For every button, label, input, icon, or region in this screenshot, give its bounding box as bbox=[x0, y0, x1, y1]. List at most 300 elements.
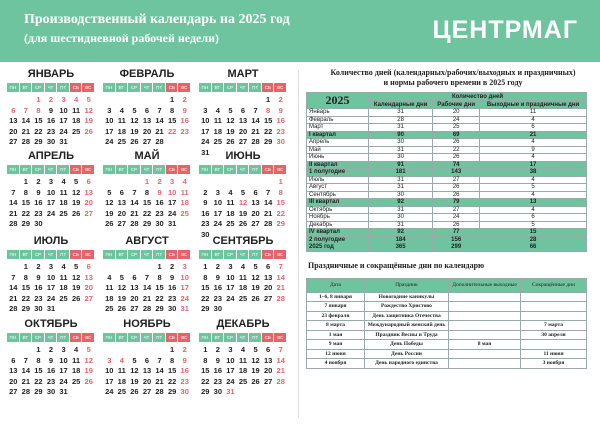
day-cell: 16 bbox=[155, 198, 164, 207]
day-cell: 24 bbox=[46, 208, 56, 218]
table-cell: 1 мая bbox=[307, 330, 365, 340]
day-cell: 17 bbox=[105, 126, 114, 136]
day-cell: 17 bbox=[180, 283, 189, 292]
weekday-header bbox=[199, 250, 287, 259]
table-cell: 156 bbox=[433, 236, 480, 244]
empty-day bbox=[153, 345, 166, 355]
day-cell: 29 bbox=[201, 304, 210, 313]
table-cell: 4 ноября bbox=[307, 359, 365, 369]
day-cell: 15 bbox=[21, 198, 31, 207]
day-cell: 9 bbox=[278, 105, 283, 115]
day-cell: 22 bbox=[34, 126, 43, 136]
day-cell: 15 bbox=[21, 283, 31, 292]
day-cell: 14 bbox=[155, 116, 164, 125]
table-row bbox=[307, 206, 587, 214]
weekday-label: ЧТ bbox=[45, 250, 58, 259]
day-cell: 1 bbox=[23, 262, 28, 271]
day-cell: 3 bbox=[48, 262, 54, 271]
day-cell: 27 bbox=[130, 304, 139, 313]
day-cell: 25 bbox=[59, 208, 68, 218]
table-cell: 20 bbox=[433, 109, 480, 117]
day-cell: 4 bbox=[74, 345, 79, 354]
day-cell: 29 bbox=[155, 304, 164, 313]
day-cell: 6 bbox=[132, 272, 137, 282]
weekday-label: ВС bbox=[178, 165, 191, 174]
day-cell: 7 bbox=[157, 355, 162, 365]
day-cell: 27 bbox=[84, 208, 93, 218]
month-3 bbox=[199, 68, 287, 157]
day-cell: 12 bbox=[117, 283, 127, 292]
day-cell: 1 bbox=[170, 345, 175, 354]
table-row bbox=[307, 131, 587, 139]
day-cell: 27 bbox=[142, 387, 152, 396]
table-cell: 69 bbox=[433, 131, 480, 139]
weekday-header bbox=[103, 83, 191, 92]
day-cell: 5 bbox=[253, 262, 258, 271]
weekday-label: ЧТ bbox=[45, 333, 58, 342]
day-cell: 5 bbox=[74, 177, 79, 186]
table-row bbox=[307, 184, 587, 192]
table-row bbox=[307, 229, 587, 237]
table-cell: 31 bbox=[369, 206, 433, 214]
weekday-label: ПТ bbox=[249, 333, 262, 342]
stats-table bbox=[306, 92, 587, 252]
weekday-label: ЧТ bbox=[45, 165, 58, 174]
weekday-header bbox=[103, 333, 191, 342]
day-cell: 7 bbox=[132, 187, 137, 197]
weekday-label: ЧТ bbox=[237, 83, 250, 92]
day-cell: 1 bbox=[170, 95, 175, 104]
table-row bbox=[307, 154, 587, 162]
day-cell: 29 bbox=[34, 387, 43, 396]
day-cell: 29 bbox=[167, 387, 177, 396]
day-cell: 25 bbox=[238, 293, 248, 303]
day-cell: 15 bbox=[167, 116, 177, 125]
day-cell: 18 bbox=[71, 116, 81, 125]
weekday-label: ПН bbox=[103, 83, 116, 92]
col-weekend-days: Выходные и праздничные дни bbox=[480, 101, 587, 109]
empty-day bbox=[224, 177, 237, 187]
table-cell: 30 bbox=[369, 214, 433, 222]
day-cell: 7 bbox=[278, 262, 283, 271]
table-cell: 25 bbox=[433, 124, 480, 132]
table-cell: 9 мая bbox=[307, 340, 365, 350]
table-cell: 24 bbox=[433, 116, 480, 124]
month-name: ДЕКАБРЬ bbox=[216, 318, 270, 330]
day-cell: 16 bbox=[276, 116, 285, 125]
day-cell: 28 bbox=[155, 137, 164, 146]
day-cell: 23 bbox=[34, 208, 43, 218]
weekday-label: ПН bbox=[199, 83, 212, 92]
table-row bbox=[307, 292, 587, 302]
table-cell: 66 bbox=[480, 244, 587, 252]
weekday-label: ВС bbox=[178, 333, 191, 342]
day-cell: 9 bbox=[182, 355, 187, 365]
day-cell: 18 bbox=[117, 376, 127, 386]
empty-day bbox=[128, 345, 141, 355]
day-cell: 28 bbox=[276, 376, 285, 386]
table-cell: IV квартал bbox=[307, 229, 369, 237]
day-cell: 21 bbox=[9, 293, 18, 303]
day-cell: 11 bbox=[117, 366, 126, 375]
day-cell: 13 bbox=[117, 198, 127, 207]
day-cell: 15 bbox=[201, 283, 210, 292]
day-cell: 6 bbox=[144, 105, 150, 115]
table-cell: 24 bbox=[433, 214, 480, 222]
empty-day bbox=[212, 95, 225, 105]
day-cell: 1 bbox=[157, 262, 162, 271]
weekday-header bbox=[103, 165, 191, 174]
weekday-label: ВС bbox=[82, 333, 95, 342]
table-row bbox=[307, 199, 587, 207]
table-cell: 4 bbox=[480, 116, 587, 124]
day-cell: 10 bbox=[59, 105, 68, 115]
day-cell: 16 bbox=[46, 116, 56, 125]
day-cell: 18 bbox=[59, 198, 68, 207]
empty-day bbox=[237, 95, 250, 105]
weekday-label: ЧТ bbox=[237, 250, 250, 259]
day-cell: 26 bbox=[130, 137, 139, 146]
table-cell: 30 bbox=[369, 154, 433, 162]
weekday-label: СБ bbox=[166, 83, 179, 92]
weekday-label: СБ bbox=[262, 165, 275, 174]
empty-day bbox=[237, 177, 250, 187]
day-cell: 30 bbox=[180, 387, 189, 396]
day-cell: 16 bbox=[213, 283, 223, 292]
table-row bbox=[307, 349, 587, 359]
table-cell: 365 bbox=[369, 244, 433, 252]
weekday-label: ВТ bbox=[20, 83, 33, 92]
day-cell: 7 bbox=[11, 187, 16, 197]
day-grid bbox=[7, 262, 95, 314]
month-2 bbox=[103, 68, 191, 147]
day-cell: 8 bbox=[23, 272, 28, 282]
day-cell: 21 bbox=[142, 293, 152, 303]
day-cell: 24 bbox=[59, 376, 68, 386]
day-cell: 6 bbox=[11, 355, 16, 365]
empty-day bbox=[116, 345, 129, 355]
day-grid bbox=[103, 262, 191, 314]
day-cell: 14 bbox=[155, 366, 164, 375]
day-cell: 18 bbox=[213, 126, 223, 136]
day-cell: 31 bbox=[167, 219, 177, 228]
empty-day bbox=[224, 95, 237, 105]
table-row bbox=[307, 109, 587, 117]
day-cell: 28 bbox=[142, 304, 152, 313]
day-cell: 2 bbox=[48, 345, 54, 354]
day-cell: 3 bbox=[107, 105, 112, 115]
day-cell: 4 bbox=[119, 105, 124, 115]
table-row bbox=[307, 321, 587, 331]
day-cell: 11 bbox=[72, 355, 81, 365]
day-cell: 3 bbox=[215, 187, 220, 197]
day-cell: 7 bbox=[266, 187, 271, 197]
weekday-label: СР bbox=[128, 83, 141, 92]
month-name: ОКТЯБРЬ bbox=[24, 318, 78, 330]
day-cell: 10 bbox=[46, 187, 56, 197]
day-cell: 18 bbox=[238, 283, 248, 292]
day-cell: 31 bbox=[59, 137, 68, 146]
weekday-label: ПН bbox=[103, 165, 116, 174]
page-title: Производственный календарь на 2025 год bbox=[24, 12, 290, 27]
day-cell: 25 bbox=[213, 137, 223, 146]
table-cell: 299 bbox=[433, 244, 480, 252]
day-cell: 17 bbox=[201, 126, 210, 136]
day-cell: 26 bbox=[238, 219, 248, 228]
day-cell: 18 bbox=[117, 126, 127, 136]
day-cell: 10 bbox=[180, 272, 189, 282]
day-cell: 20 bbox=[130, 293, 139, 303]
day-cell: 20 bbox=[142, 126, 152, 136]
day-cell: 3 bbox=[170, 177, 175, 186]
day-cell: 14 bbox=[251, 116, 260, 125]
weekday-label: СР bbox=[128, 165, 141, 174]
weekday-label: ПТ bbox=[249, 165, 262, 174]
month-name: ИЮНЬ bbox=[225, 150, 261, 162]
weekday-label: ПН bbox=[199, 250, 212, 259]
day-grid bbox=[7, 95, 95, 147]
table-cell: 7 января bbox=[307, 302, 365, 312]
empty-day bbox=[128, 262, 141, 272]
empty-day bbox=[153, 95, 166, 105]
stats-panel bbox=[306, 62, 600, 424]
table-cell: 74 bbox=[433, 161, 480, 169]
day-cell: 31 bbox=[180, 304, 189, 313]
day-cell: 19 bbox=[251, 366, 260, 375]
day-cell: 11 bbox=[226, 198, 235, 207]
day-grid bbox=[7, 177, 95, 229]
day-cell: 26 bbox=[71, 208, 81, 218]
weekday-label: СР bbox=[128, 250, 141, 259]
day-cell: 9 bbox=[48, 355, 54, 365]
empty-day bbox=[116, 95, 129, 105]
day-cell: 17 bbox=[167, 198, 177, 207]
weekday-label: СБ bbox=[166, 250, 179, 259]
day-cell: 7 bbox=[157, 105, 162, 115]
table-row bbox=[307, 236, 587, 244]
day-cell: 5 bbox=[119, 272, 124, 282]
table-cell: 181 bbox=[369, 169, 433, 177]
table-cell bbox=[449, 321, 521, 331]
day-cell: 17 bbox=[213, 208, 223, 218]
weekday-label: ПН bbox=[7, 83, 20, 92]
weekday-label: ВС bbox=[82, 250, 95, 259]
day-cell: 6 bbox=[266, 262, 271, 271]
day-cell: 19 bbox=[71, 198, 81, 207]
table-cell: 92 bbox=[369, 229, 433, 237]
day-cell: 2 bbox=[36, 262, 41, 271]
day-cell: 23 bbox=[34, 293, 43, 303]
day-cell: 8 bbox=[170, 105, 175, 115]
weekday-header bbox=[199, 83, 287, 92]
day-cell: 18 bbox=[105, 293, 114, 303]
weekday-label: ВТ bbox=[116, 333, 129, 342]
column-divider bbox=[298, 70, 299, 418]
day-cell: 22 bbox=[21, 208, 31, 218]
weekday-label: ЧТ bbox=[237, 165, 250, 174]
day-cell: 7 bbox=[278, 345, 283, 354]
table-cell: 6 bbox=[480, 124, 587, 132]
day-cell: 11 bbox=[239, 355, 247, 365]
day-cell: 5 bbox=[86, 95, 91, 104]
month-name: ЯНВАРЬ bbox=[27, 68, 75, 80]
weekday-label: ПН bbox=[103, 333, 116, 342]
day-cell: 3 bbox=[182, 262, 187, 271]
table-cell: Февраль bbox=[307, 116, 369, 124]
table-row bbox=[307, 191, 587, 199]
day-cell: 22 bbox=[34, 376, 43, 386]
day-cell: 5 bbox=[253, 345, 258, 354]
table-cell: Рождество Христово bbox=[365, 302, 449, 312]
day-cell: 30 bbox=[201, 229, 210, 239]
weekday-label: ПН bbox=[199, 333, 212, 342]
day-cell: 30 bbox=[276, 137, 285, 146]
day-cell: 2 bbox=[48, 95, 54, 104]
day-cell: 30 bbox=[155, 219, 164, 228]
day-cell: 24 bbox=[105, 387, 114, 396]
day-cell: 10 bbox=[105, 116, 114, 125]
table-cell: 26 bbox=[433, 191, 480, 199]
day-cell: 20 bbox=[84, 283, 93, 292]
day-cell: 26 bbox=[84, 126, 93, 136]
weekday-label: ЧТ bbox=[45, 83, 58, 92]
day-cell: 24 bbox=[213, 219, 223, 228]
day-cell: 4 bbox=[74, 95, 79, 104]
table-cell: 31 bbox=[369, 124, 433, 132]
day-cell: 2 bbox=[215, 262, 220, 271]
month-name: СЕНТЯБРЬ bbox=[212, 235, 274, 247]
table-cell bbox=[521, 340, 587, 350]
day-cell: 19 bbox=[251, 283, 260, 292]
day-cell: 14 bbox=[9, 283, 18, 292]
day-cell: 10 bbox=[226, 355, 235, 365]
day-cell: 24 bbox=[59, 126, 68, 136]
table-cell: 21 bbox=[480, 131, 587, 139]
weekday-label: ПТ bbox=[153, 333, 166, 342]
table-cell bbox=[449, 302, 521, 312]
day-cell: 23 bbox=[155, 208, 164, 218]
brand-logo: ЦЕНТРМАГ bbox=[432, 16, 578, 44]
month-name: МАЙ bbox=[134, 150, 160, 162]
day-cell: 4 bbox=[240, 345, 246, 354]
table-cell: 11 июня bbox=[521, 349, 587, 359]
day-cell: 27 bbox=[9, 137, 18, 146]
month-name: АВГУСТ bbox=[125, 235, 169, 247]
day-cell: 18 bbox=[59, 283, 68, 292]
day-cell: 10 bbox=[167, 187, 177, 197]
weekday-label: ВТ bbox=[20, 165, 33, 174]
day-cell: 13 bbox=[84, 187, 93, 197]
day-cell: 16 bbox=[34, 283, 43, 292]
day-cell: 24 bbox=[226, 376, 235, 386]
weekday-header bbox=[7, 165, 95, 174]
table-cell bbox=[449, 359, 521, 369]
table-cell: III квартал bbox=[307, 199, 369, 207]
empty-day bbox=[199, 177, 212, 187]
day-cell: 25 bbox=[71, 126, 81, 136]
day-cell: 3 bbox=[61, 95, 66, 104]
day-cell: 13 bbox=[84, 272, 93, 282]
day-cell: 21 bbox=[21, 126, 31, 136]
day-cell: 19 bbox=[84, 116, 93, 125]
table-cell: 4 bbox=[480, 139, 587, 147]
day-cell: 17 bbox=[46, 198, 56, 207]
day-cell: 1 bbox=[203, 262, 208, 271]
day-cell: 5 bbox=[132, 105, 137, 115]
empty-day bbox=[141, 345, 154, 355]
weekday-label: ЧТ bbox=[141, 250, 154, 259]
day-cell: 28 bbox=[130, 219, 139, 228]
col-calendar-days: Календарные дни bbox=[369, 101, 433, 109]
day-cell: 6 bbox=[144, 355, 150, 365]
table-row bbox=[307, 116, 587, 124]
table-cell: 30 bbox=[369, 191, 433, 199]
day-cell: 16 bbox=[180, 366, 189, 375]
weekday-label: ВТ bbox=[212, 250, 225, 259]
day-cell: 9 bbox=[182, 105, 187, 115]
empty-day bbox=[212, 177, 225, 187]
table-cell: 1 полугодие bbox=[307, 169, 369, 177]
day-cell: 22 bbox=[155, 293, 164, 303]
table-row bbox=[307, 221, 587, 229]
day-cell: 1 bbox=[266, 95, 271, 104]
day-cell: 21 bbox=[130, 208, 139, 218]
day-cell: 4 bbox=[215, 105, 220, 115]
table-cell: Октябрь bbox=[307, 206, 369, 214]
day-cell: 12 bbox=[238, 198, 248, 207]
table-cell bbox=[449, 311, 521, 321]
day-cell: 22 bbox=[201, 293, 210, 303]
table-cell: 26 bbox=[433, 139, 480, 147]
weekday-label: СР bbox=[224, 165, 237, 174]
day-cell: 21 bbox=[276, 283, 285, 292]
table-cell: 17 bbox=[480, 161, 587, 169]
day-cell: 5 bbox=[107, 187, 112, 197]
month-7 bbox=[7, 235, 95, 314]
day-cell: 9 bbox=[215, 272, 220, 282]
day-cell: 9 bbox=[215, 355, 220, 365]
table-cell: 31 bbox=[369, 176, 433, 184]
day-cell: 21 bbox=[251, 126, 260, 136]
day-cell: 25 bbox=[71, 376, 81, 386]
day-cell: 19 bbox=[105, 208, 114, 218]
day-cell: 27 bbox=[84, 293, 93, 303]
day-cell: 25 bbox=[238, 376, 248, 386]
table-row bbox=[307, 311, 587, 321]
day-cell: 27 bbox=[238, 137, 248, 146]
day-cell: 23 bbox=[180, 126, 189, 136]
table-cell: 91 bbox=[369, 161, 433, 169]
table-cell: Праздник Весны и Труда bbox=[365, 330, 449, 340]
day-cell: 9 bbox=[203, 198, 208, 207]
day-cell: 29 bbox=[21, 304, 31, 313]
day-cell: 20 bbox=[238, 126, 248, 136]
day-cell: 17 bbox=[105, 376, 114, 386]
day-cell: 3 bbox=[61, 345, 66, 354]
table-cell: 28 bbox=[369, 116, 433, 124]
day-cell: 25 bbox=[226, 219, 235, 228]
day-cell: 8 bbox=[266, 105, 271, 115]
day-cell: 21 bbox=[155, 126, 164, 136]
day-cell: 2 bbox=[215, 345, 220, 354]
empty-day bbox=[141, 262, 154, 272]
table-cell: 30 апреля bbox=[521, 330, 587, 340]
day-cell: 1 bbox=[36, 345, 41, 354]
day-cell: 9 bbox=[36, 187, 41, 197]
month-name: АПРЕЛЬ bbox=[27, 150, 74, 162]
day-cell: 29 bbox=[34, 137, 43, 146]
day-cell: 29 bbox=[263, 137, 273, 146]
